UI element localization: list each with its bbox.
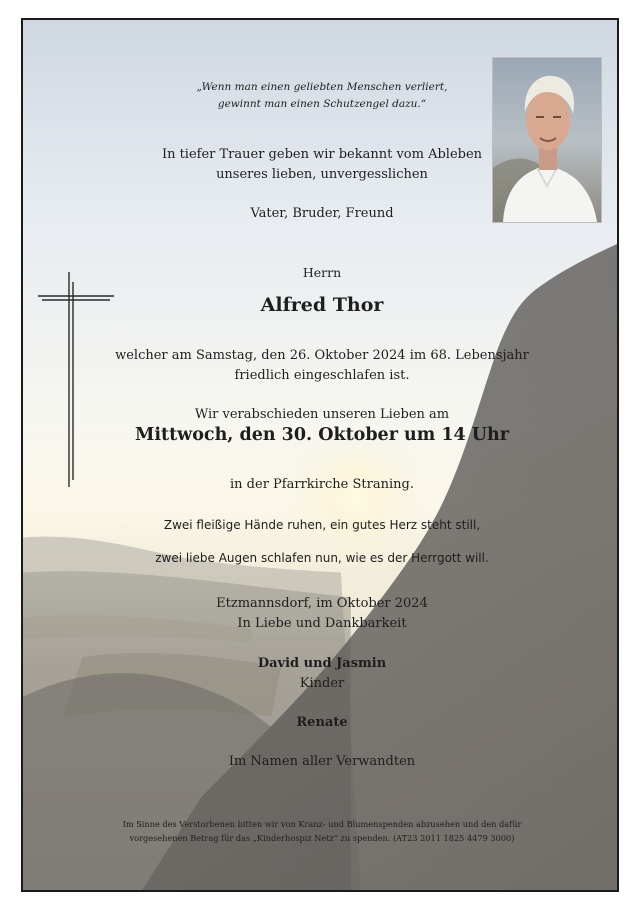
quote	[23, 79, 619, 113]
footnote	[23, 817, 619, 845]
place-date: Etzmannsdorf, im Oktober 2024	[216, 596, 428, 611]
salutation: Herrn	[302, 265, 342, 280]
mourner-name: David und Jasmin	[257, 656, 387, 671]
footnote-line-2: vorgesehenen Betrag für das „Kinderhospiz Netz“ zu spenden. (AT23 2011 1825 4479 3000)	[129, 833, 515, 843]
footnote-line-1: Im Sinne des Verstorbenen bitten wir von Kranz- und Blumenspenden abzusehen und den dafür	[122, 819, 522, 829]
announcement-line-2: unseres lieben, unvergesslichen	[216, 167, 428, 182]
closing: In Liebe und Dankbarkeit	[237, 616, 407, 631]
quote-line-2: gewinnt man einen Schutzengel dazu.“	[217, 98, 427, 110]
announcement-line-1: In tiefer Trauer geben wir bekannt vom Ableben	[161, 147, 483, 162]
death-notice-line-2: friedlich eingeschlafen ist.	[234, 368, 410, 383]
relatives: Im Namen aller Verwandten	[228, 754, 416, 769]
quote-line-1: „Wenn man einen geliebten Menschen verliert,	[196, 81, 448, 93]
poem-line-2: zwei liebe Augen schlafen nun, wie es der Herrgott will.	[155, 551, 489, 565]
funeral-date: Mittwoch, den 30. Oktober um 14 Uhr	[134, 425, 509, 445]
mourner-name: Renate	[296, 715, 348, 730]
death-notice-line-1: welcher am Samstag, den 26. Oktober 2024 im 68. Lebensjahr	[115, 348, 529, 363]
mourner-role: Kinder	[299, 676, 345, 691]
funeral-location: in der Pfarrkirche Straning.	[230, 477, 414, 492]
obituary-card	[21, 18, 619, 892]
poem-line-1: Zwei fleißige Hände ruhen, ein gutes Herz steht still,	[163, 518, 481, 532]
farewell-intro: Wir verabschieden unseren Lieben am	[194, 407, 450, 422]
relation: Vater, Bruder, Freund	[250, 206, 394, 221]
deceased-name: Alfred Thor	[260, 294, 384, 316]
